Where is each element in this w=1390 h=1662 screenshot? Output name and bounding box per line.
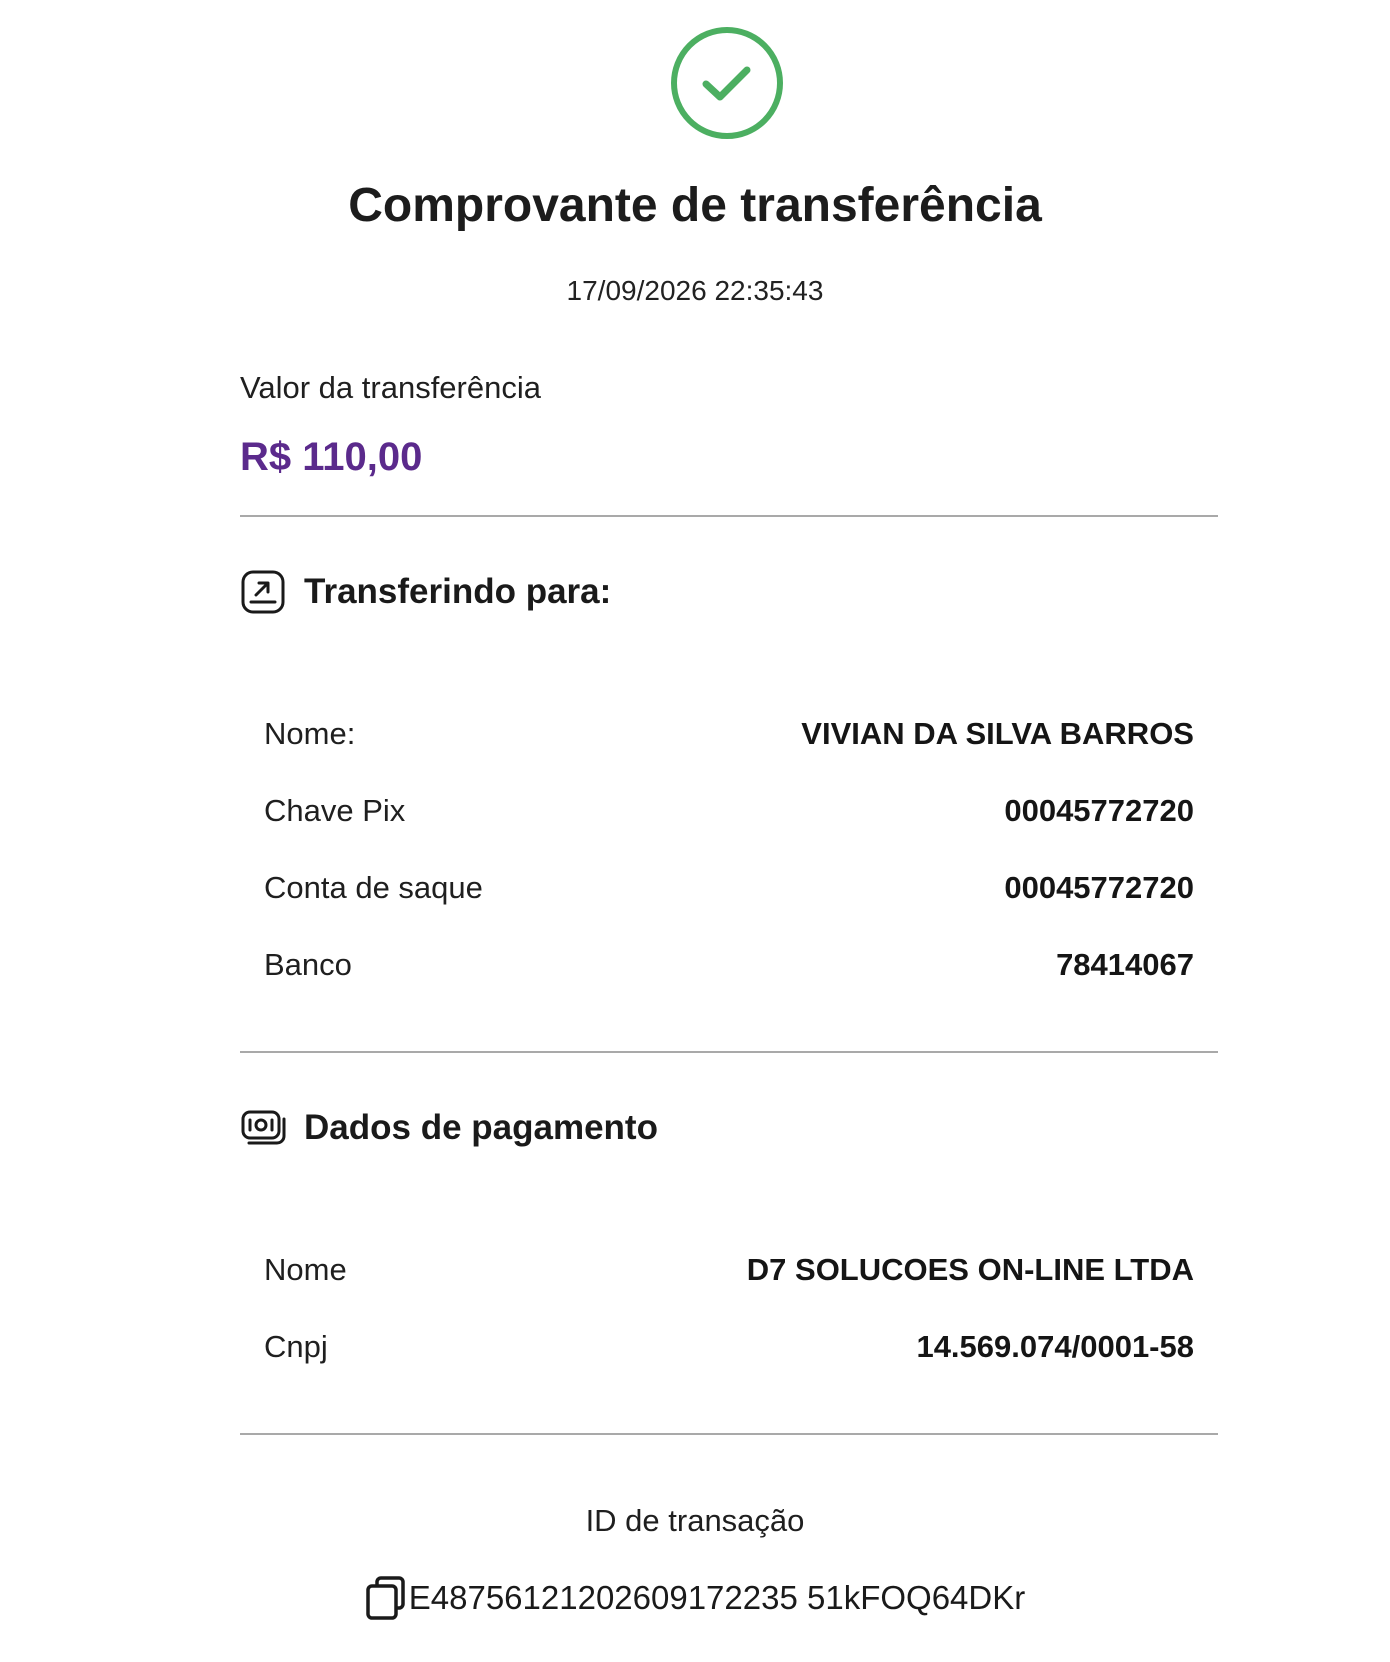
row-label: Banco (264, 947, 352, 982)
transaction-id-row[interactable] (0, 1576, 1390, 1620)
transfer-out-icon (240, 569, 286, 615)
recipient-row-name (264, 712, 1194, 756)
divider (240, 1051, 1218, 1053)
amount-value: R$ 110,00 (240, 435, 423, 479)
row-value: 78414067 (1056, 947, 1194, 982)
recipient-row-bank (264, 943, 1194, 987)
transfer-datetime: 17/09/2026 22:35:43 (566, 275, 824, 306)
recipient-section-header (240, 568, 611, 616)
page-title: Comprovante de transferência (348, 179, 1042, 232)
row-value: 14.569.074/0001-58 (916, 1329, 1194, 1364)
row-label: Cnpj (264, 1329, 328, 1364)
payment-section-header (240, 1104, 658, 1152)
divider (240, 1433, 1218, 1435)
row-value: 00045772720 (1004, 870, 1194, 905)
row-label: Nome: (264, 716, 356, 751)
row-label: Nome (264, 1252, 347, 1287)
row-value: VIVIAN DA SILVA BARROS (801, 716, 1194, 751)
divider (240, 515, 1218, 517)
row-value: D7 SOLUCOES ON-LINE LTDA (746, 1252, 1194, 1287)
payment-row-name (264, 1248, 1194, 1292)
recipient-row-account (264, 866, 1194, 910)
row-value: 00045772720 (1004, 793, 1194, 828)
row-label: Conta de saque (264, 870, 483, 905)
copy-icon[interactable] (365, 1576, 405, 1620)
payment-row-cnpj (264, 1325, 1194, 1369)
recipient-row-pix-key (264, 789, 1194, 833)
transaction-id-label: ID de transação (585, 1503, 805, 1538)
amount-label: Valor da transferência (240, 370, 541, 405)
row-label: Chave Pix (264, 793, 406, 828)
check-circle-icon (670, 26, 784, 140)
recipient-section-title: Transferindo para: (304, 572, 612, 611)
payment-section-title: Dados de pagamento (304, 1108, 658, 1147)
cash-icon (240, 1105, 286, 1151)
transaction-id-value: E48756121202609172235 51kFOQ64DKr (408, 1579, 1026, 1616)
